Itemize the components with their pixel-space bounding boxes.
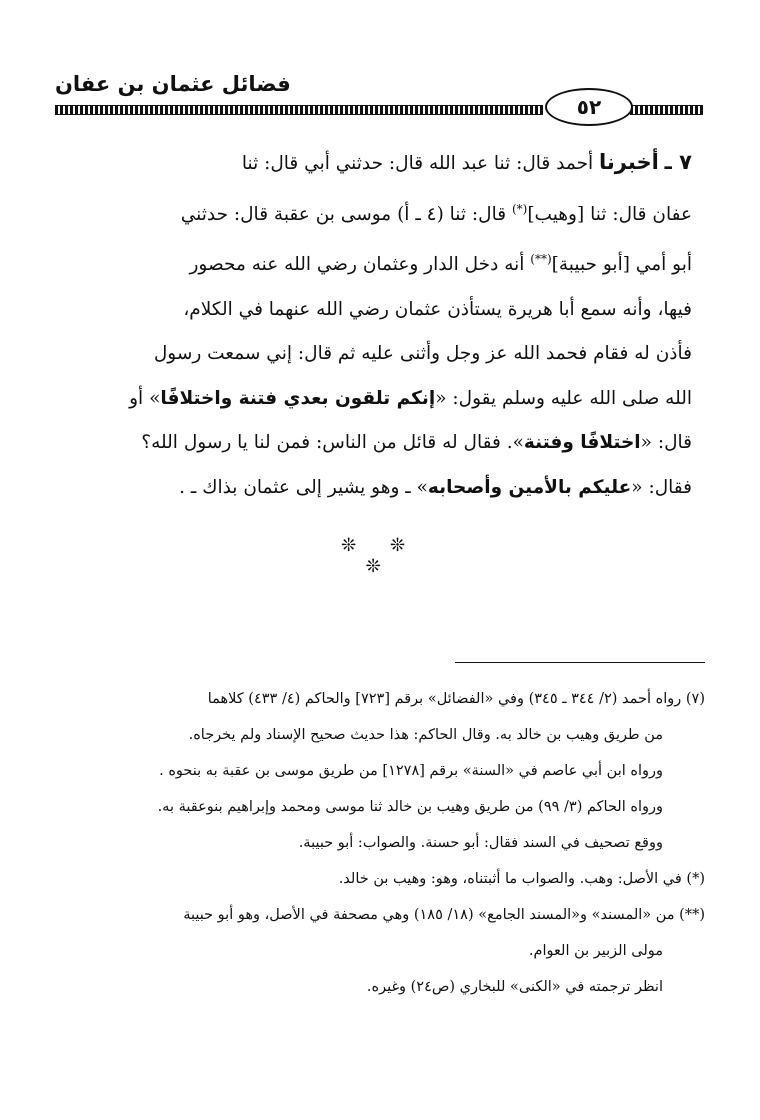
footnote-line: (*) في الأصل: وهب. والصواب ما أثبتناه، وهو: وهيب بن خالد. (338, 871, 705, 887)
line-text: » أو (129, 387, 161, 409)
header-rule-right (630, 105, 703, 115)
quoted-hadith: اختلافًا وفتنة (523, 432, 641, 454)
line-text: فقال: « (631, 476, 692, 498)
line-text: عفان قال: ثنا [وهيب] (527, 203, 692, 225)
text-line (72, 466, 692, 511)
line-text: أبو أمي [أبو حبيبة] (551, 254, 692, 276)
line-text: قال: ثنا (٤ ـ أ) موسى بن عقبة قال: حدثني (180, 203, 512, 225)
footnote-marker: (*) (511, 201, 528, 216)
line-text: أحمد قال: ثنا عبد الله قال: حدثني أبي قال: ثنا (241, 153, 600, 174)
header-rule-left (55, 105, 543, 115)
footnote-line: ورواه الحاكم (٣/ ٩٩) من طريق وهيب بن خالد ثنا موسى ومحمد وإبراهيم بنوعقبة به. (157, 799, 663, 815)
text-line (72, 377, 692, 422)
narration-keyword: أخبرنا (599, 150, 659, 174)
line-text: قال: « (640, 432, 692, 454)
line-text: الله صلى الله عليه وسلم يقول: « (435, 387, 692, 409)
footnote-line: من طريق وهيب بن خالد به. وقال الحاكم: هذا حديث صحيح الإسناد ولم يخرجاه. (188, 727, 663, 743)
line-text: فأذن له فقام فحمد الله عز وجل وأثنى عليه ثم قال: إني سمعت رسول (153, 343, 692, 365)
text-line (72, 140, 692, 187)
hadith-text (72, 140, 692, 510)
section-separator: ❊ ❊ ❊ (341, 535, 419, 577)
hadith-number: ٧ ـ (664, 150, 692, 174)
footnote-line: انظر ترجمته في «الكنى» للبخاري (ص٢٤) وغيره. (366, 979, 663, 995)
quoted-hadith: إنكم تلقون بعدي فتنة واختلافًا (160, 387, 436, 409)
line-text: » ـ وهو يشير إلى عثمان بذاك ـ . (179, 476, 428, 498)
footnote-line: ووقع تصحيف في السند فقال: أبو حسنة. والصواب: أبو حبيبة. (298, 835, 663, 851)
page-number: ٥٢ (545, 88, 633, 126)
line-text: فيها، وأنه سمع أبا هريرة يستأذن عثمان رضي الله عنهما في الكلام، (183, 298, 692, 320)
text-line (72, 421, 692, 466)
footnote-line: مولى الزبير بن العوام. (528, 943, 663, 959)
text-line (72, 237, 692, 288)
text-line (72, 332, 692, 377)
line-text: أنه دخل الدار وعثمان رضي الله عنه محصور (189, 254, 531, 276)
running-header-title: فضائل عثمان بن عفان (55, 72, 291, 96)
line-text: ». فقال له قائل من الناس: فمن لنا يا رسول الله؟ (141, 432, 524, 454)
quoted-hadith: عليكم بالأمين وأصحابه (427, 476, 632, 498)
text-line (72, 187, 692, 238)
footnote-line: (**) من «المسند» و«المسند الجامع» (١٨/ ١٨٥) وهي مصحفة في الأصل، وهو أبو حبيبة (183, 907, 705, 923)
footnotes (75, 681, 705, 1005)
footnote-line: ورواه ابن أبي عاصم في «السنة» برقم [١٢٧٨] من طريق موسى بن عقبة به بنحوه . (159, 763, 663, 779)
text-line (72, 288, 692, 333)
footnote-divider (455, 662, 705, 663)
footnote-line: (٧) رواه أحمد (٢/ ٣٤٤ ـ ٣٤٥) وفي «الفضائل» برقم [٧٢٣] والحاكم (٤/ ٤٣٣) كلاهما (207, 691, 705, 707)
footnote-marker: (**) (530, 252, 552, 267)
